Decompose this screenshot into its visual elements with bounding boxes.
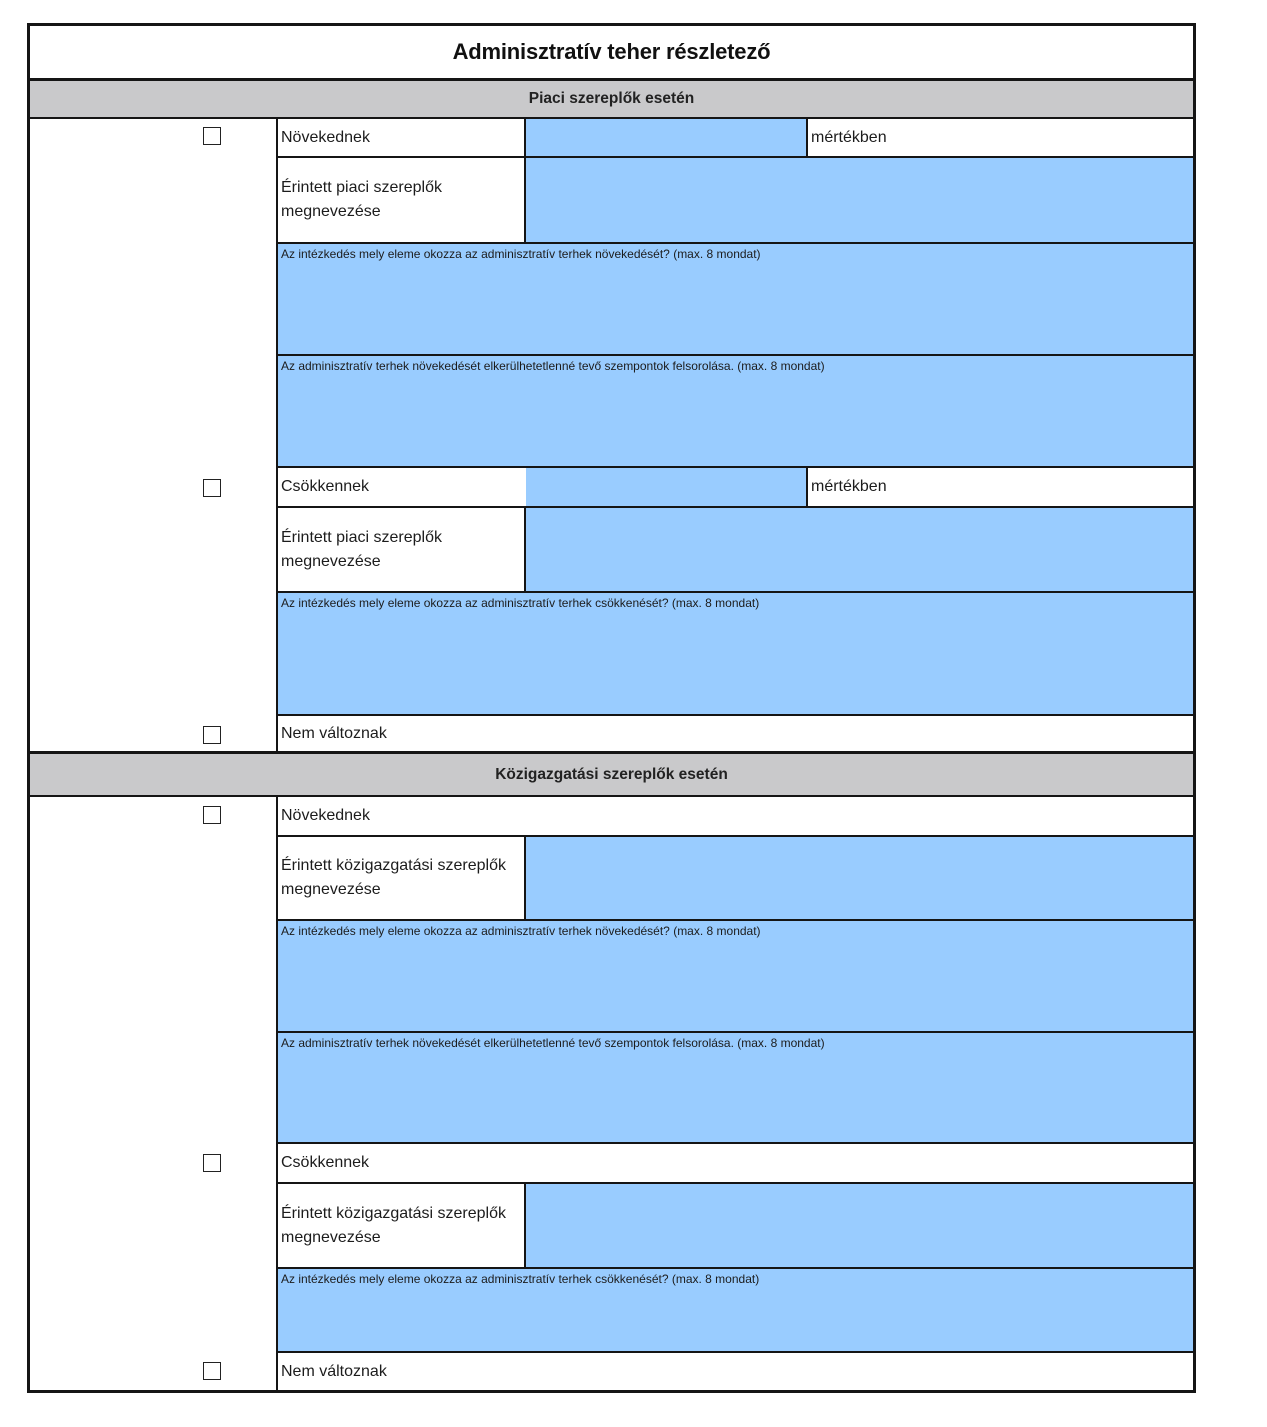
market-increase-cause-label: Az intézkedés mely eleme okozza az adminisztratív terhek növekedését? (max. 8 mondat): [281, 247, 761, 261]
page-title: Adminisztratív teher részletező: [452, 39, 771, 64]
market-increase-affected-textarea[interactable]: [526, 158, 1193, 242]
admin-increase-affected-label: Érintett közigazgatási szereplők megnevezése: [281, 857, 506, 898]
admin-no-change-checkbox[interactable]: [203, 1362, 221, 1380]
market-decrease-cause-textarea[interactable]: [278, 593, 1193, 714]
market-decrease-cause-field: [278, 593, 1193, 714]
market-decrease-affected-label: Érintett piaci szereplők megnevezése: [281, 528, 442, 570]
market-increase-cause-textarea[interactable]: [278, 244, 1193, 354]
market-increase-cause-field: [278, 244, 1193, 354]
market-no-change-checkbox[interactable]: [203, 726, 221, 744]
admin-increase-cause-field: [278, 921, 1193, 1031]
market-increase-affected-field: [526, 158, 1193, 242]
admin-decrease-affected-textarea[interactable]: [526, 1184, 1193, 1267]
admin-decrease-checkbox[interactable]: [203, 1154, 221, 1172]
market-decrease-checkbox[interactable]: [203, 479, 221, 497]
market-increase-label: Növekednek: [281, 128, 370, 146]
market-increase-justification-label: Az adminisztratív terhek növekedését elkerülhetetlenné tevő szempontok felsorolása. (max. 8 mondat): [281, 359, 825, 373]
market-decrease-label: Csökkennek: [281, 478, 370, 495]
admin-increase-justification-label: Az adminisztratív terhek növekedését elkerülhetetlenné tevő szempontok felsorolása. (max. 8 mondat): [281, 1036, 825, 1050]
market-increase-justification-textarea[interactable]: [278, 356, 1193, 466]
admin-decrease-cause-label: Az intézkedés mely eleme okozza az adminisztratív terhek csökkenését? (max. 8 mondat): [281, 1272, 760, 1286]
section-header-public-admin: Közigazgatási szereplők esetén: [30, 754, 1193, 795]
admin-decrease-cause-textarea[interactable]: [278, 1269, 1193, 1351]
admin-increase-justification-textarea[interactable]: [278, 1033, 1193, 1142]
market-decrease-cause-label: Az intézkedés mely eleme okozza az adminisztratív terhek csökkenését? (max. 8 mondat): [281, 596, 760, 610]
market-decrease-affected-field: [526, 508, 1193, 591]
market-increase-justification-field: [278, 356, 1193, 466]
market-increase-affected-label: Érintett piaci szereplők megnevezése: [281, 179, 442, 220]
market-increase-extent-input[interactable]: [526, 119, 806, 156]
admin-increase-checkbox[interactable]: [203, 806, 221, 824]
admin-decrease-affected-field: [526, 1184, 1193, 1267]
market-increase-extent-suffix: mértékben: [811, 128, 887, 146]
admin-increase-affected-textarea[interactable]: [526, 837, 1193, 919]
admin-increase-justification-field: [278, 1033, 1193, 1142]
admin-decrease-affected-label: Érintett közigazgatási szereplők megnevezése: [281, 1204, 506, 1246]
admin-no-change-label: Nem változnak: [281, 1362, 387, 1380]
admin-increase-label: Növekednek: [281, 807, 370, 824]
market-decrease-extent-input[interactable]: [526, 468, 806, 506]
admin-decrease-cause-field: [278, 1269, 1193, 1351]
market-no-change-label: Nem változnak: [281, 724, 387, 742]
section-header-market: Piaci szereplők esetén: [30, 81, 1193, 117]
admin-increase-cause-label: Az intézkedés mely eleme okozza az adminisztratív terhek növekedését? (max. 8 mondat): [281, 924, 761, 938]
market-decrease-affected-textarea[interactable]: [526, 508, 1193, 591]
admin-increase-cause-textarea[interactable]: [278, 921, 1193, 1031]
admin-decrease-label: Csökkennek: [281, 1154, 370, 1171]
market-increase-checkbox[interactable]: [203, 127, 221, 145]
admin-increase-affected-field: [526, 837, 1193, 919]
market-decrease-extent-suffix: mértékben: [811, 478, 887, 495]
